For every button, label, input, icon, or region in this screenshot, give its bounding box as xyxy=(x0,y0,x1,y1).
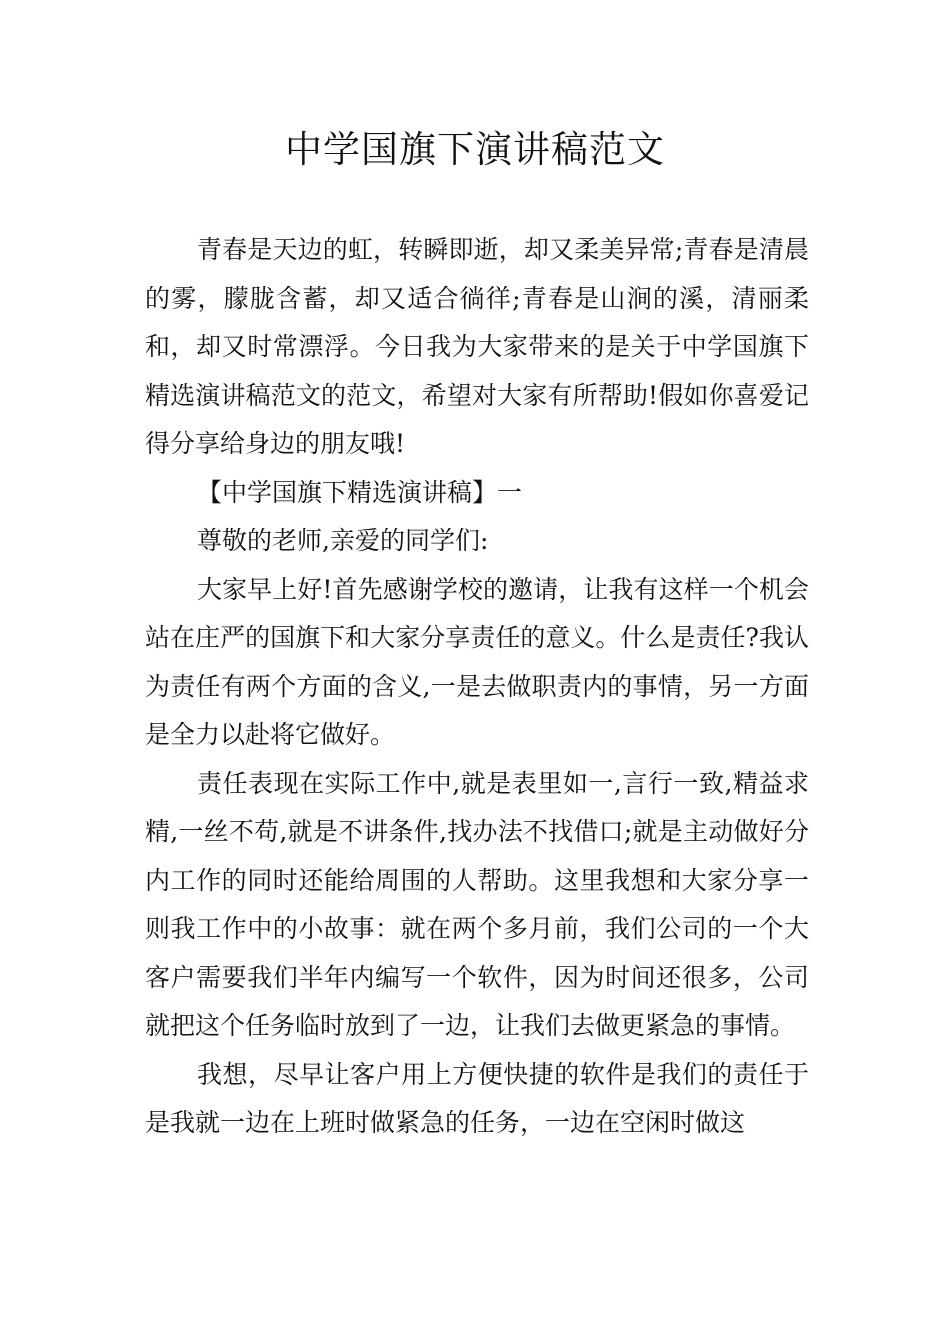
paragraph-responsibility: 责任表现在实际工作中,就是表里如一,言行一致,精益求精,一丝不苟,就是不讲条件,找办法不找借口;就是主动做好分内工作的同时还能给周围的人帮助。这里我想和大家分享一则我工作中的小故事：就在两个多月前，我们公司的一个大客户需要我们半年内编写一个软件，因为时间还很多，公司就把这个任务临时放到了一边，让我们去做更紧急的事情。 xyxy=(145,768,809,1040)
paragraph-story: 我想，尽早让客户用上方便快捷的软件是我们的责任于是我就一边在上班时做紧急的任务，一边在空闲时做这 xyxy=(145,1059,809,1137)
paragraph-greeting: 大家早上好!首先感谢学校的邀请，让我有这样一个机会站在庄严的国旗下和大家分享责任的意义。什么是责任?我认为责任有两个方面的含义,一是去做职责内的事情，另一方面是全力以赴将它做好。 xyxy=(145,574,809,749)
document-title: 中学国旗下演讲稿范文 xyxy=(285,128,665,171)
document-body xyxy=(145,226,809,1148)
paragraph-section-heading: 【中学国旗下精选演讲稿】一 xyxy=(197,477,523,507)
paragraph-salutation: 尊敬的老师,亲爱的同学们: xyxy=(197,526,489,555)
paragraph-intro: 青春是天边的虹，转瞬即逝，却又柔美异常;青春是清晨的雾，朦胧含蓄，却又适合徜徉;青春是山涧的溪，清丽柔和，却又时常漂浮。今日我为大家带来的是关于中学国旗下精选演讲稿范文的范文，希望对大家有所帮助!假如你喜爱记得分享给身边的朋友哦! xyxy=(145,235,809,458)
